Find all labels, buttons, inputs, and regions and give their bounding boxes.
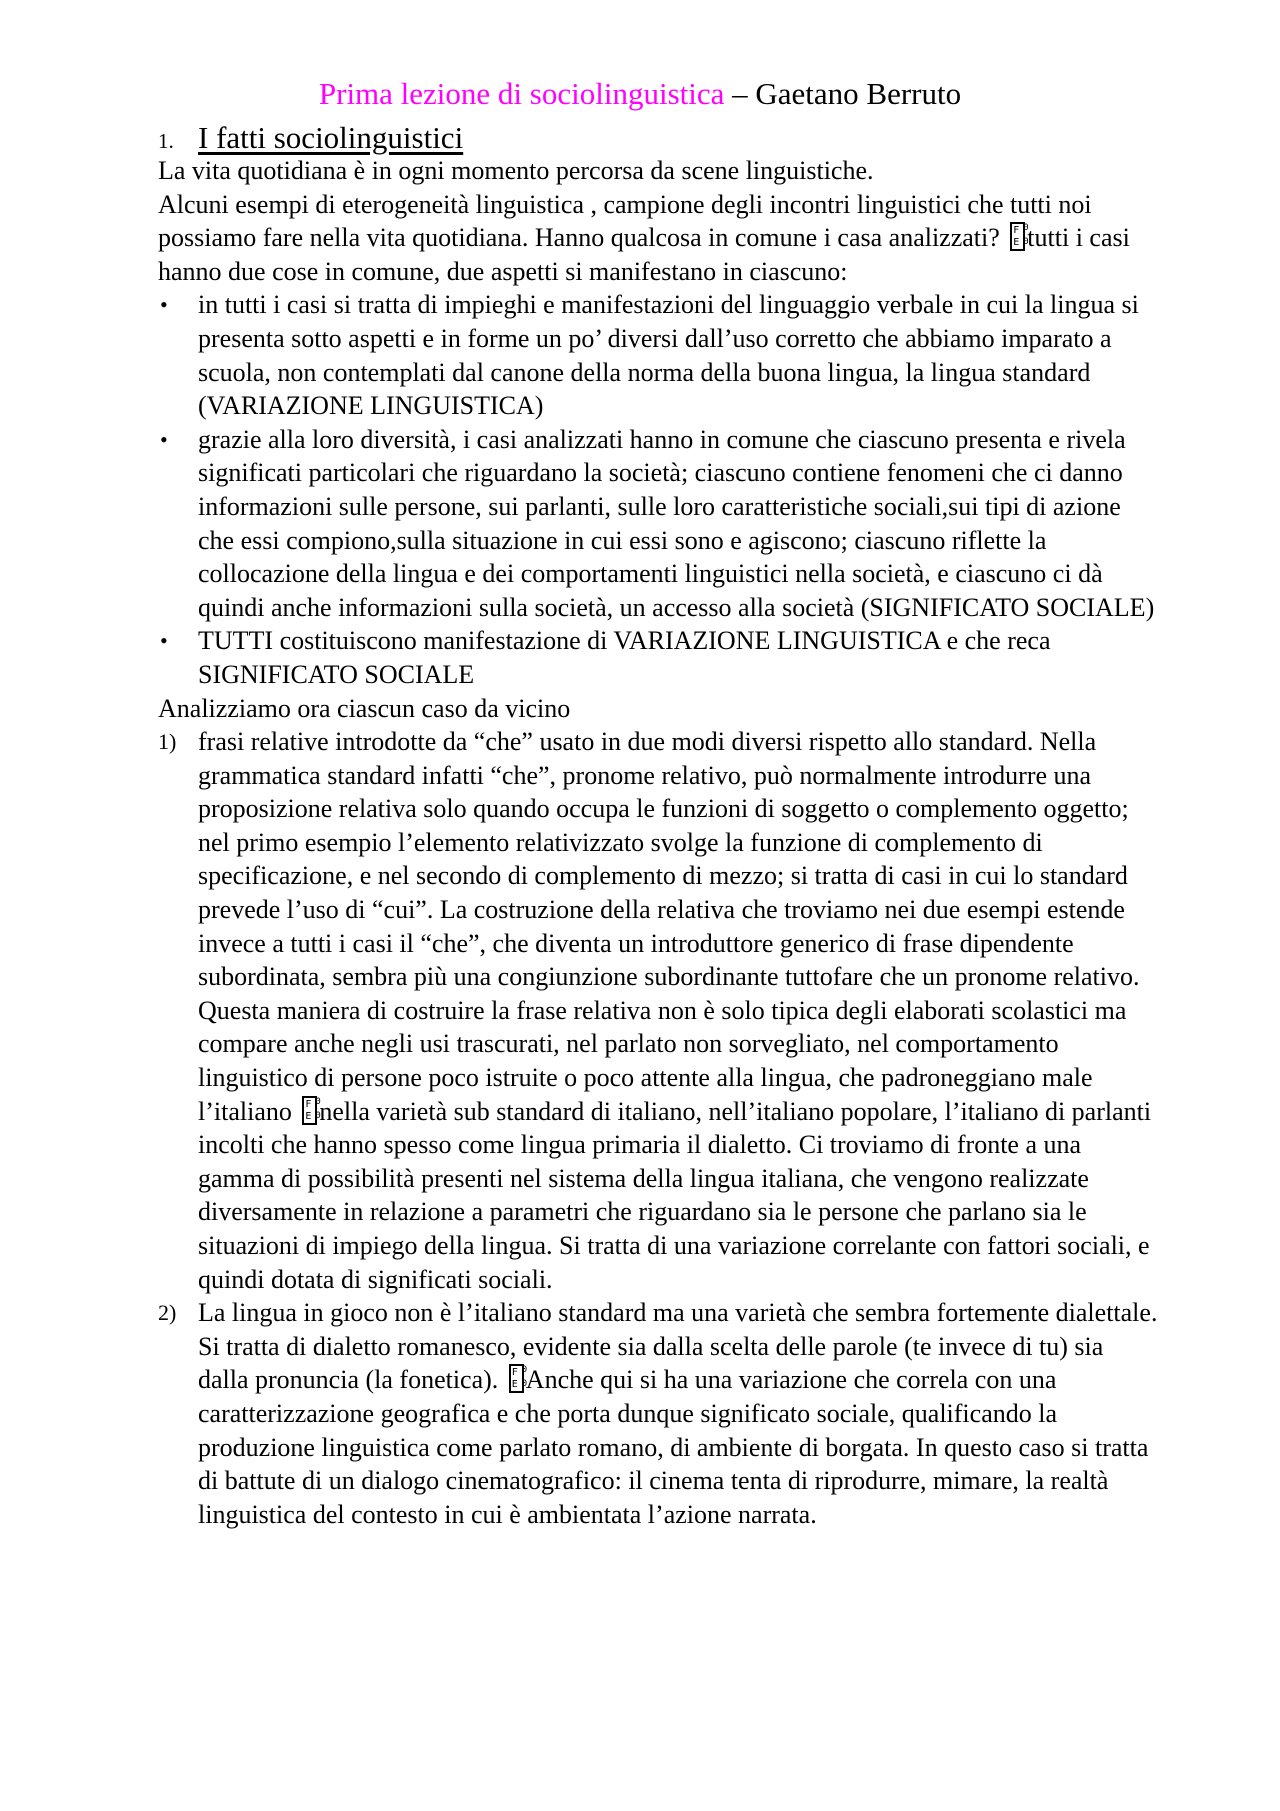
case-item-2: [158, 1296, 1158, 1531]
bullet-marker: •: [160, 426, 168, 452]
intro-paragraph-2: [158, 188, 1158, 289]
unknown-glyph-box-icon: F 0 0 E: [302, 1096, 317, 1125]
title-course: Prima lezione di sociolinguistica: [318, 76, 725, 111]
case-1-paragraph-2-end: nella varietà sub standard di italiano, nell’italiano popolare, l’italiano di parlanti incolti che hanno spesso come lingua primaria il dialetto. Ci troviamo di fronte a una gamma di possibilità presenti nel sistema della lingua italiana, che vengono realizzate diversamente in relazione a parametri che riguardano sia le persone che parlano sia le situazioni di impiego della lingua. Si tratta di una variazione correlante con fattori sociali, e quindi dotata di significati sociali.: [198, 1096, 1152, 1294]
case-1-paragraph-1: frasi relative introdotte da “che” usato in due modi diversi rispetto allo standard. Nella grammatica standard infatti “che”, pronome relativo, può normalmente introdurre una proposizione relativa solo quando occupa le funzioni di soggetto o complemento oggetto; nel primo esempio l’elemento relativizzato svolge la funzione di complemento di specificazione, e nel secondo di complemento di mezzo; si tratta di casi in cui lo standard prevede l’uso di “cui”. La costruzione della relativa che troviamo nei due esempi estende invece a tutti i casi il “che”, che diventa un introduttore generico di frase dipendente subordinata, sembra più una congiunzione subordinante tuttofare che un pronome relativo.: [198, 727, 1140, 992]
title-author: – Gaetano Berruto: [724, 76, 962, 111]
case-2-paragraph: [198, 1296, 1158, 1531]
bullet-text: TUTTI costituiscono manifestazione di VARIAZIONE LINGUISTICA e che reca SIGNIFICATO SOCIALE: [198, 626, 1051, 689]
unknown-glyph-box-icon: F 0 0 E: [509, 1364, 524, 1393]
case-2-paragraph-end: Anche qui si ha una variazione che correla con una caratterizzazione geografica e che porta dunque significato sociale, qualificando la produzione linguistica come parlato romano, di ambiente di borgata. In questo caso si tratta di battute di un dialogo cinematografico: il cinema tenta di riprodurre, mimare, la realtà linguistica del contesto in cui è ambientata l’azione narrata.: [198, 1365, 1149, 1529]
case-number: 2): [158, 1300, 177, 1326]
bullet-marker: •: [160, 292, 168, 318]
case-item-1: [158, 725, 1158, 1296]
case-1-paragraph-2: [198, 994, 1158, 1296]
document-body: [158, 154, 1158, 1531]
intro-paragraph-1: La vita quotidiana è in ogni momento percorsa da scene linguistiche.: [158, 156, 874, 185]
bullet-text: in tutti i casi si tratta di impieghi e manifestazioni del linguaggio verbale in cui la lingua si presenta sotto aspetti e in forme un po’ diversi dall’uso corretto che abbiamo imparato a scuola, non contemplati dal canone della norma della buona lingua, la lingua standard (VARIAZIONE LINGUISTICA): [198, 290, 1139, 421]
case-1-paragraph-2-start: Questa maniera di costruire la frase relativa non è solo tipica degli elaborati scolastici ma compare anche negli usi trascurati, nel parlato non sorvegliato, nel comportamento linguistico di persone poco istruite o poco attente alla lingua, che padroneggiano male l’italiano: [198, 995, 1127, 1126]
bullet-item: [158, 423, 1158, 625]
bullet-item: [158, 624, 1158, 691]
bullet-text: grazie alla loro diversità, i casi analizzati hanno in comune che ciascuno presenta e rivela significati particolari che riguardano la società; ciascuno contiene fenomeni che ci danno informazioni sulle persone, sui parlanti, sulle loro caratteristiche sociali,sui tipi di azione che essi compiono,sulla situazione in cui essi sono e agiscono; ciascuno riflette la collocazione della lingua e dei comportamenti linguistici nella società, e ciascuno ci dà quindi anche informazioni sulla società, un accesso alla società (SIGNIFICATO SOCIALE): [198, 424, 1155, 622]
unknown-glyph-box-icon: F 0 0 E: [1010, 222, 1025, 251]
case-2-paragraph-start: La lingua in gioco non è l’italiano standard ma una varietà che sembra fortemente dialettale. Si tratta di dialetto romanesco, evidente sia dalla scelta delle parole (te invece di tu) sia dalla pronuncia (la fonetica).: [198, 1298, 1158, 1395]
section-title: I fatti sociolinguistici: [198, 120, 464, 155]
section-number: 1.: [158, 129, 174, 153]
intro-paragraph-2-start: Alcuni esempi di eterogeneità linguistica , campione degli incontri linguistici che tutti noi possiamo fare nella vita quotidiana. Hanno qualcosa in comune i casa analizzati?: [158, 189, 1092, 253]
bullet-marker: •: [160, 628, 168, 654]
case-number: 1): [158, 729, 177, 755]
analysis-intro: Analizziamo ora ciascun caso da vicino: [158, 693, 571, 723]
bullet-item: [158, 288, 1158, 422]
document-title: [0, 74, 1280, 114]
intro-paragraph-2-end: tutti i casi hanno due cose in comune, due aspetti si manifestano in ciascuno:: [158, 223, 1130, 286]
